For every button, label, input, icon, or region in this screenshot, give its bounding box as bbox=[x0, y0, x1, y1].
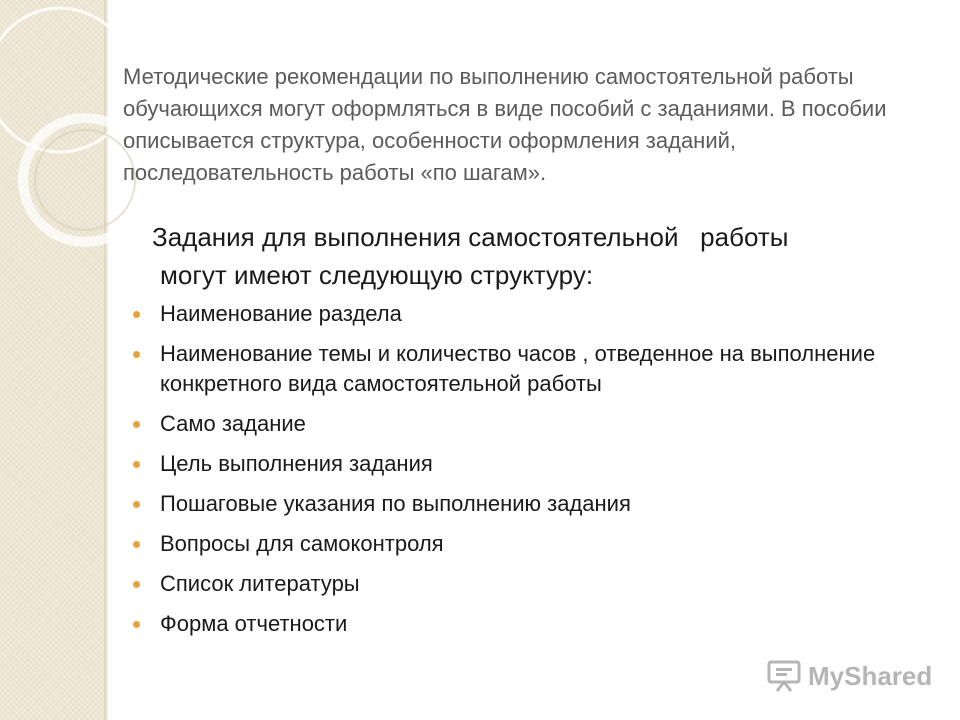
intro-paragraph: Методические рекомендации по выполнению самостоятельной работы обучающихся могут оформляться в виде пособий с заданиями. В пособии описывается структура, особенности оформления заданий, последовательность работы «по шагам». bbox=[123, 64, 887, 185]
watermark-text: MyShared bbox=[808, 660, 933, 691]
bullet-dot-icon bbox=[133, 351, 140, 358]
list-item-text: Наименование раздела bbox=[160, 301, 402, 326]
list-item-text: Цель выполнения задания bbox=[160, 451, 433, 476]
side-panel-edge bbox=[104, 0, 108, 720]
list-item bbox=[160, 409, 920, 439]
list-item bbox=[160, 449, 920, 479]
list-item bbox=[160, 569, 920, 599]
list-item-text: Вопросы для самоконтроля bbox=[160, 531, 444, 556]
list-item bbox=[160, 339, 920, 399]
structure-list bbox=[160, 299, 920, 649]
bullet-dot-icon bbox=[133, 501, 140, 508]
presentation-board-icon bbox=[766, 659, 802, 693]
list-item bbox=[160, 609, 920, 639]
list-item bbox=[160, 529, 920, 559]
list-item-text: Само задание bbox=[160, 411, 306, 436]
structure-heading bbox=[152, 218, 950, 294]
structure-heading-line-1: Задания для выполнения самостоятельной работы bbox=[152, 222, 789, 252]
bullet-dot-icon bbox=[133, 541, 140, 548]
structure-heading-line-2: могут имеют следующую структуру: bbox=[160, 260, 594, 290]
list-item-text: Наименование темы и количество часов , отведенное на выполнение конкретного вида самостоятельной работы bbox=[160, 341, 876, 396]
bullet-dot-icon bbox=[133, 461, 140, 468]
bullet-dot-icon bbox=[133, 421, 140, 428]
decorative-side-panel bbox=[0, 0, 104, 720]
list-item bbox=[160, 489, 920, 519]
myshared-watermark bbox=[766, 656, 932, 696]
list-item-text: Форма отчетности bbox=[160, 611, 348, 636]
list-item-text: Пошаговые указания по выполнению задания bbox=[160, 491, 631, 516]
bullet-dot-icon bbox=[133, 311, 140, 318]
list-item bbox=[160, 299, 920, 329]
list-item-text: Список литературы bbox=[160, 571, 360, 596]
bullet-dot-icon bbox=[133, 581, 140, 588]
bullet-dot-icon bbox=[133, 621, 140, 628]
